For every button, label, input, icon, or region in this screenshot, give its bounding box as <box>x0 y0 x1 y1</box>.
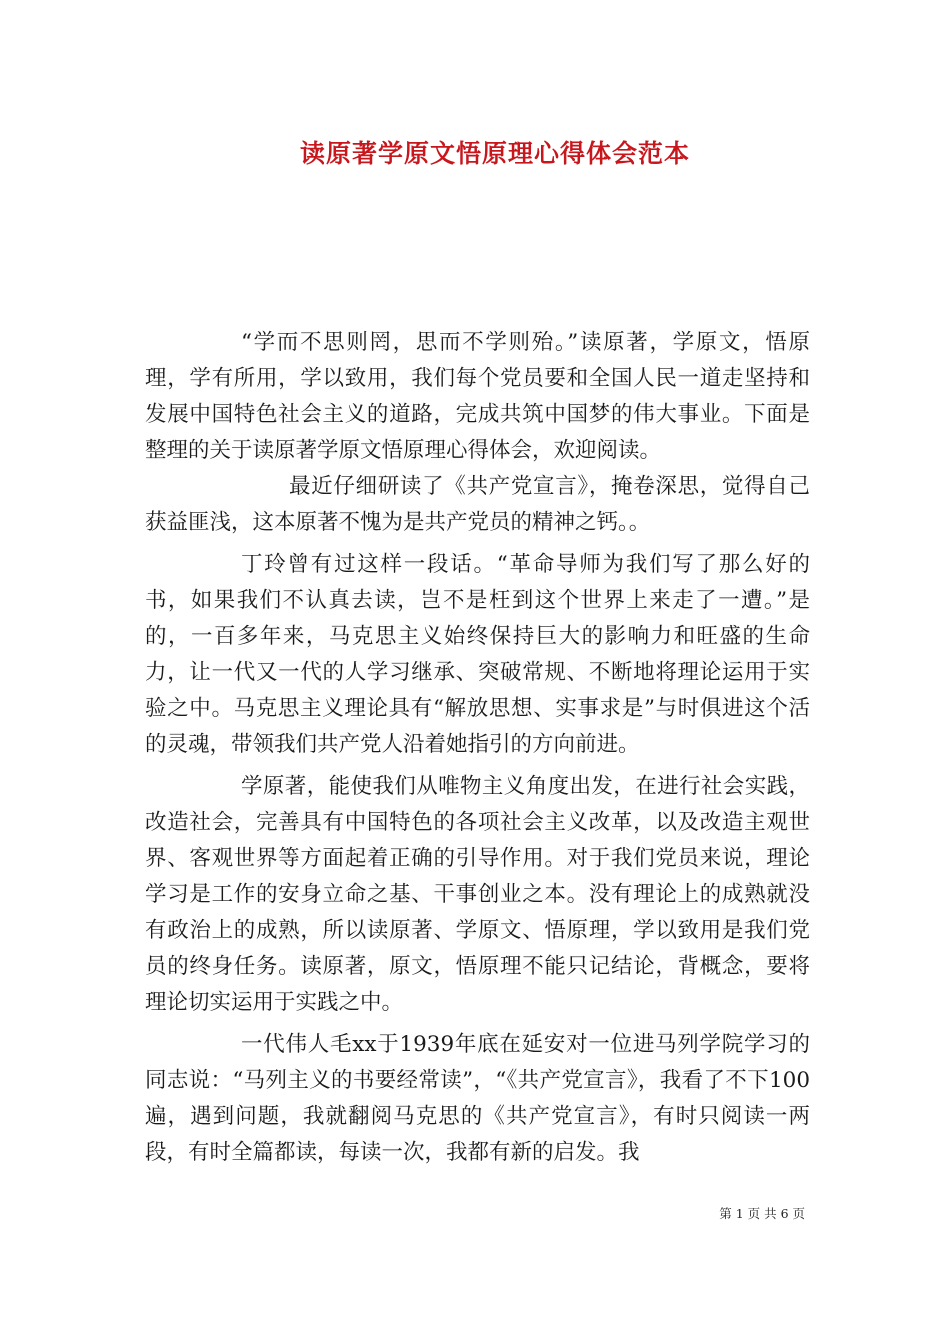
paragraph-intro: “学而不思则罔，思而不学则殆。”读原著，学原文，悟原理，学有所用，学以致用，我们每个党员要和全国人民一道走坚持和发展中国特色社会主义的道路，完成共筑中国梦的伟大事业。下面是整理的关于读原著学原文悟原理心得体会，欢迎阅读。 <box>145 330 810 463</box>
paragraph-manifesto-reading: 最近仔细研读了《共产党宣言》，掩卷深思，觉得自己获益匪浅，这本原著不愧为是共产党员的精神之钙。。 <box>145 474 810 535</box>
document-body <box>145 325 810 1171</box>
paragraph-study-originals: 学原著，能使我们从唯物主义角度出发，在进行社会实践，改造社会，完善具有中国特色的各项社会主义改革，以及改造主观世界、客观世界等方面起着正确的引导作用。对于我们党员来说，理论学习是工作的安身立命之基、干事创业之本。没有理论上的成熟就没有政治上的成熟，所以读原著、学原文、悟原理，学以致用是我们党员的终身任务。读原著，原文，悟原理不能只记结论，背概念，要将理论切实运用于实践之中。 <box>145 774 810 1015</box>
document-title: 读原著学原文悟原理心得体会范本 <box>299 139 690 168</box>
paragraph-mao-anecdote: 一代伟人毛xx于1939年底在延安对一位进马列学院学习的同志说：“马列主义的书要经常读”，“《共产党宣言》，我看了不下100遍，遇到问题，我就翻阅马克思的《共产党宣言》，有时只阅读一两段，有时全篇都读，每读一次，我都有新的启发。我 <box>145 1032 810 1165</box>
page-number-footer: 第 1 页 共 6 页 <box>719 1206 805 1221</box>
paragraph-dingling-quote: 丁玲曾有过这样一段话。“革命导师为我们写了那么好的书，如果我们不认真去读，岂不是枉到这个世界上来走了一遭。”是的，一百多年来，马克思主义始终保持巨大的影响力和旺盛的生命力，让一代又一代的人学习继承、突破常规、不断地将理论运用于实验之中。马克思主义理论具有“解放思想、实事求是”与时俱进这个活的灵魂，带领我们共产党人沿着她指引的方向前进。 <box>145 552 810 757</box>
